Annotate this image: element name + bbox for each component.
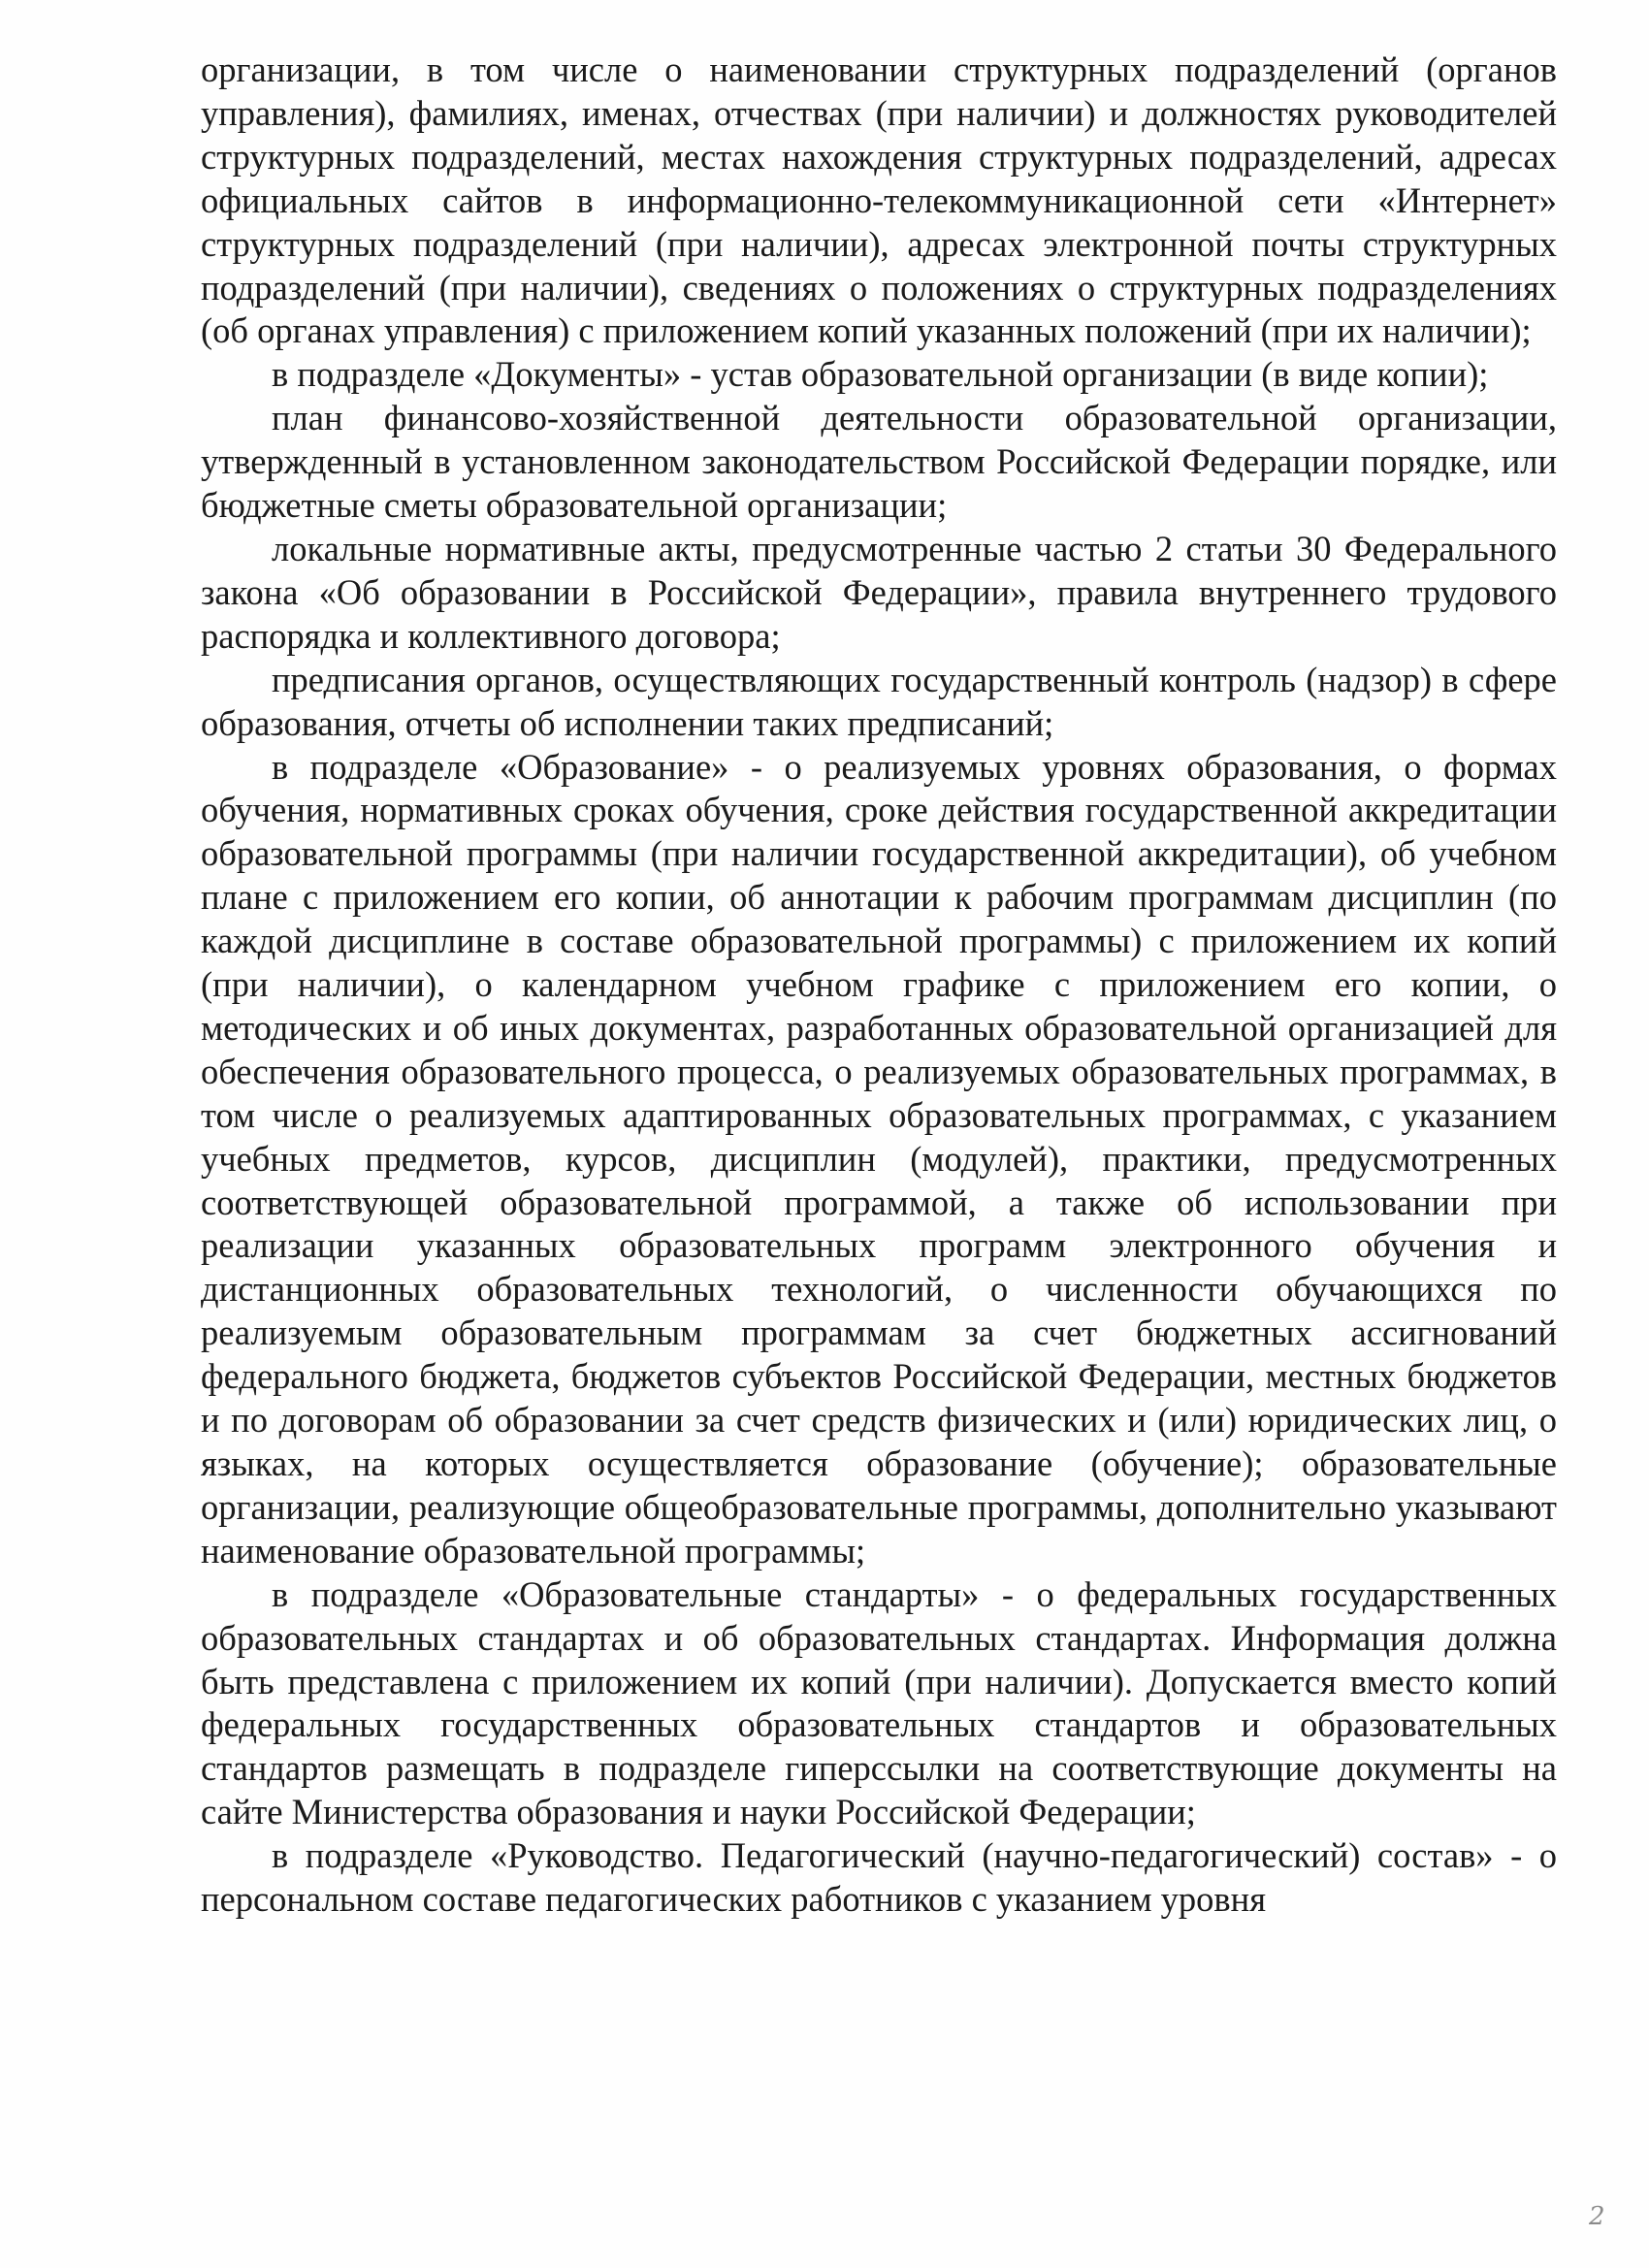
paragraph-prescriptions: предписания органов, осуществляющих государственный контроль (надзор) в сфере образования, отчеты об исполнении таких предписаний; bbox=[201, 659, 1557, 743]
paragraph-standards-section: в подразделе «Образовательные стандарты» - о федеральных государственных образовательных стандартах и об образовательных стандартах. Информация должна быть представлена с приложением их копий (при наличии). Допускается вместо копий федеральных государственных образовательных стандартов и образовательных стандартов размещать в подразделе гиперссылки на соответствующие документы на сайте Министерства образования и науки Российской Федерации; bbox=[201, 1573, 1557, 1832]
paragraph-local-acts: локальные нормативные акты, предусмотренные частью 2 статьи 30 Федерального закона «Об образовании в Российской Федерации», правила внутреннего трудового распорядка и коллективного договора; bbox=[201, 528, 1557, 656]
document-body bbox=[201, 49, 1557, 1922]
handwritten-page-number: 2 bbox=[1589, 2202, 1605, 2231]
paragraph-org-structure: организации, в том числе о наименовании структурных подразделений (органов управления), фамилиях, именах, отчествах (при наличии) и должностях руководителей структурных подразделений, местах нахождения структурных подразделений, адресах официальных сайтов в информационно-телекоммуникационной сети «Интернет» структурных подразделений (при наличии), адресах электронной почты структурных подразделений (при наличии), сведениях о положениях о структурных подразделениях (об органах управления) с приложением копий указанных положений (при их наличии); bbox=[201, 49, 1557, 351]
paragraph-education-section: в подразделе «Образование» - о реализуемых уровнях образования, о формах обучения, нормативных сроках обучения, сроке действия государственной аккредитации образовательной программы (при наличии государственной аккредитации), об учебном плане с приложением его копии, об аннотации к рабочим программам дисциплин (по каждой дисциплине в составе образовательной программы) с приложением их копий (при наличии), о календарном учебном графике с приложением его копии, о методических и об иных документах, разработанных образовательной организацией для обеспечения образовательного процесса, о реализуемых образовательных программах, в том числе о реализуемых адаптированных образовательных программах, с указанием учебных предметов, курсов, дисциплин (модулей), практики, предусмотренных соответствующей образовательной программой, а также об использовании при реализации указанных образовательных программ электронного обучения и дистанционных образовательных технологий, о численности обучающихся по реализуемым образовательным программам за счет бюджетных ассигнований федерального бюджета, бюджетов субъектов Российской Федерации, местных бюджетов и по договорам об образовании за счет средств физических и (или) юридических лиц, о языках, на которых осуществляется образование (обучение); образовательные организации, реализующие общеобразовательные программы, дополнительно указывают наименование образовательной программы; bbox=[201, 746, 1557, 1571]
paragraph-financial-plan: план финансово-хозяйственной деятельности образовательной организации, утвержденный в установленном законодательством Российской Федерации порядке, или бюджетные сметы образовательной организации; bbox=[201, 398, 1557, 526]
paragraph-documents-charter: в подразделе «Документы» - устав образовательной организации (в виде копии); bbox=[272, 354, 1489, 395]
paragraph-staff-section: в подразделе «Руководство. Педагогический (научно-педагогический) состав» - о персональном составе педагогических работников с указанием уровня bbox=[201, 1835, 1557, 1920]
